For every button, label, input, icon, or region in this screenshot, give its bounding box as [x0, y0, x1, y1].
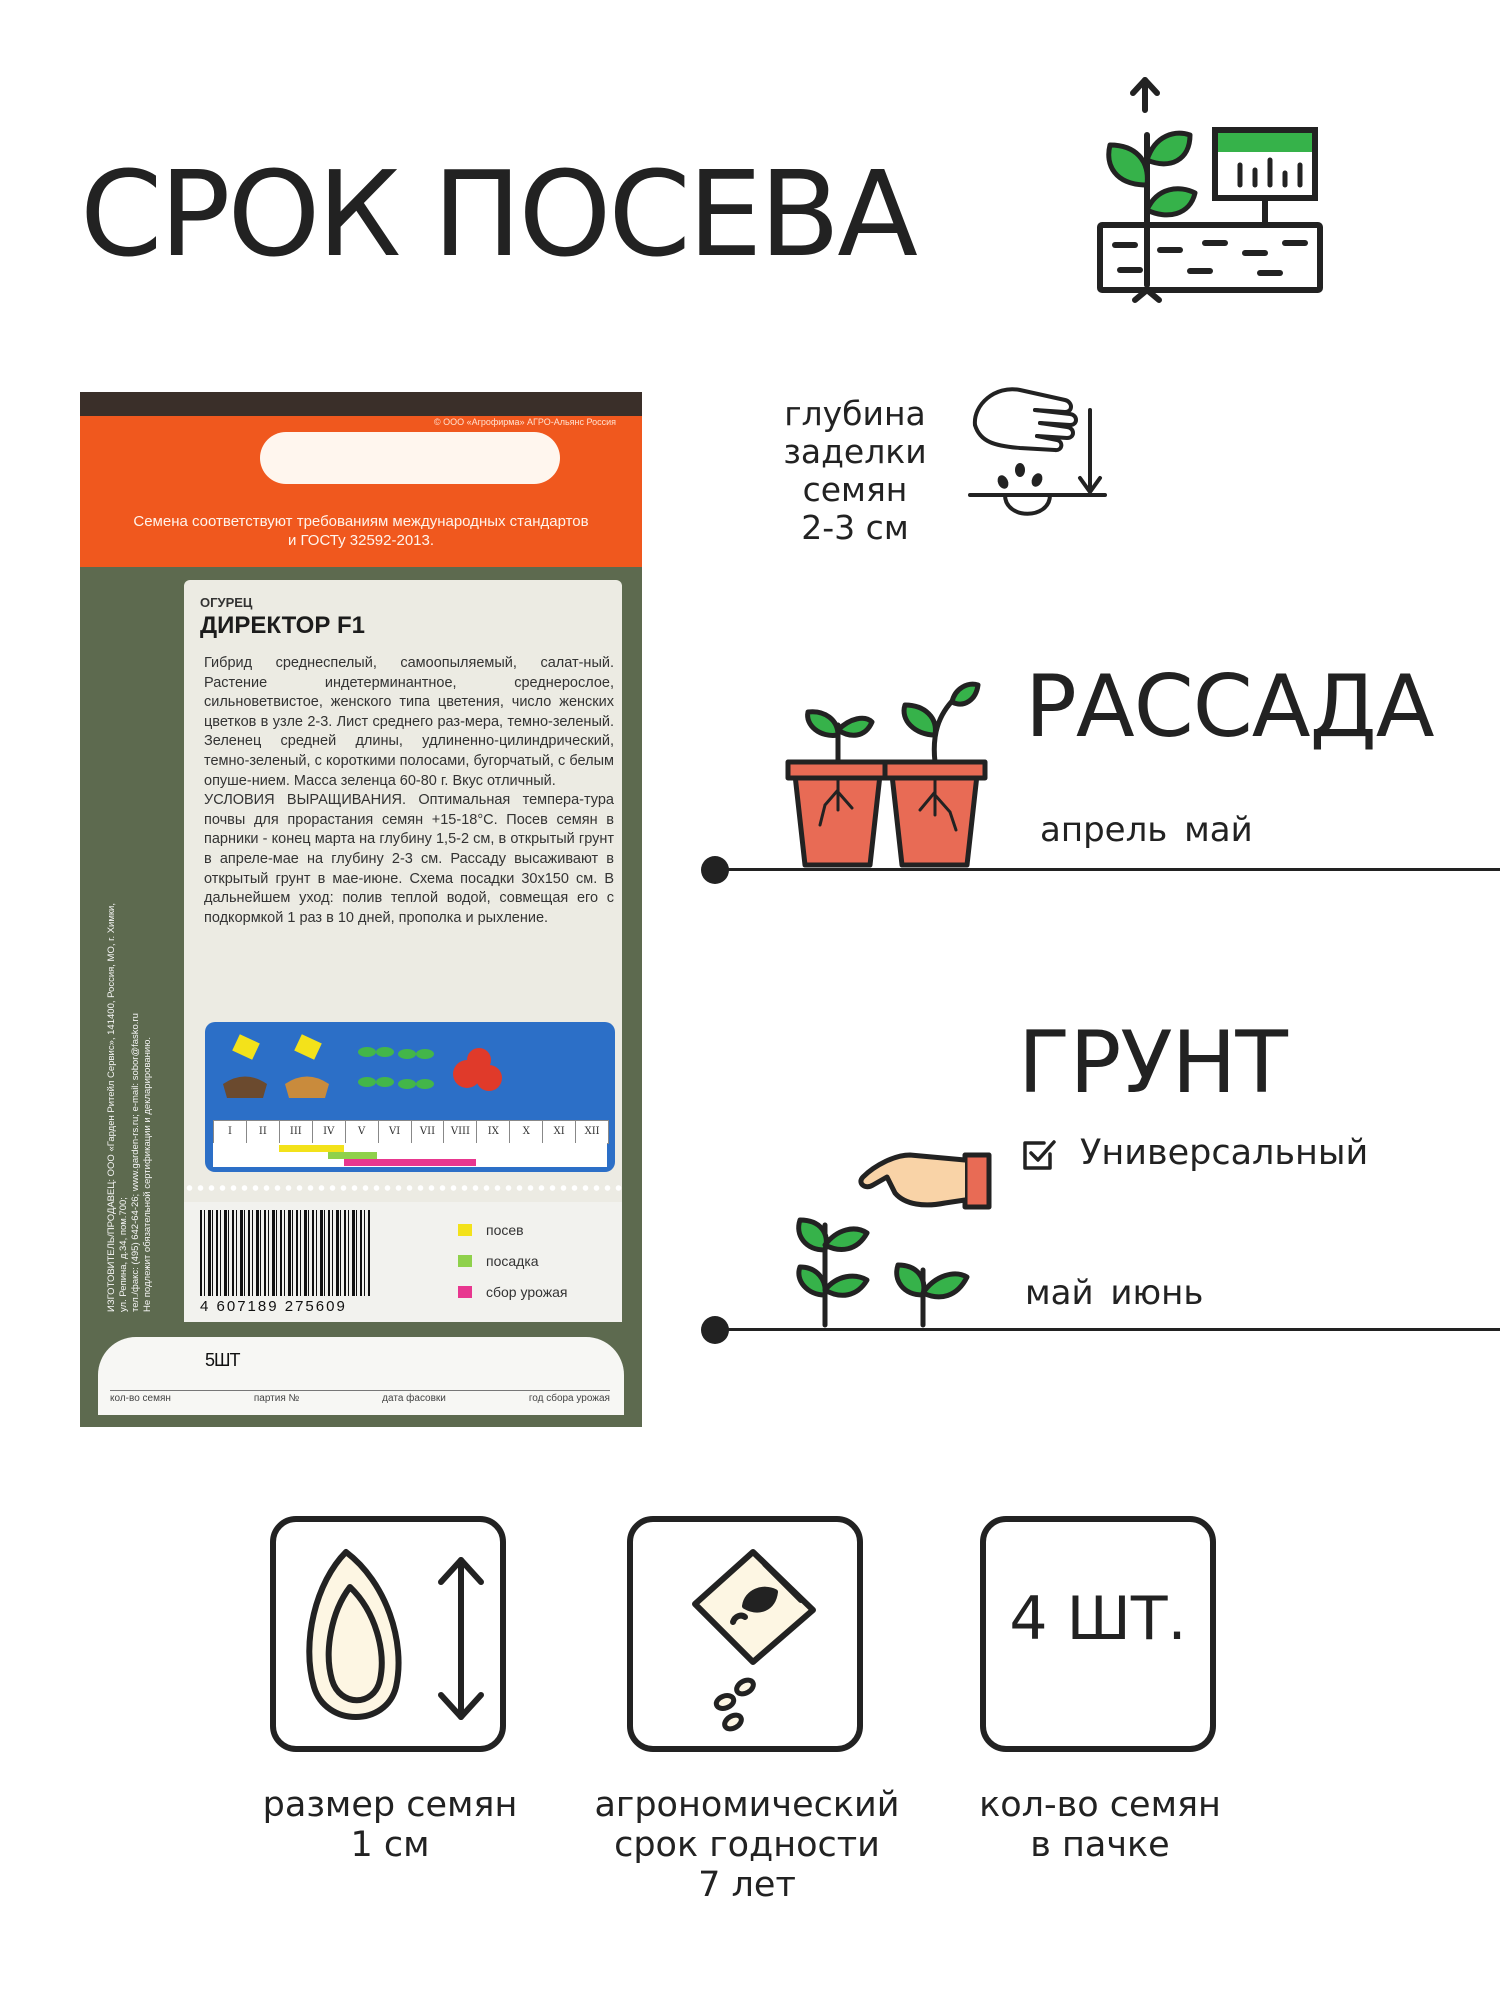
calendar-month-row [213, 1120, 609, 1144]
legend-swatch [458, 1224, 472, 1236]
seed-size-card [270, 1516, 506, 1752]
packet-hang-tab [260, 432, 560, 484]
ground-months: май июнь [1025, 1273, 1204, 1313]
seedlings-months: апрель май [1040, 810, 1253, 850]
calendar-bar [328, 1152, 377, 1159]
seed-count-value: 4 ШТ. [1009, 1584, 1187, 1654]
calendar-month-cell: VI [379, 1121, 412, 1143]
calendar-month-cell: X [510, 1121, 543, 1143]
calendar-legend-item [458, 1222, 524, 1238]
calendar-month-cell: IX [477, 1121, 510, 1143]
legend-label: посев [486, 1222, 524, 1238]
calendar-month-cell: VII [412, 1121, 445, 1143]
calendar-month-cell: IV [313, 1121, 346, 1143]
hand-planting-icon [795, 1125, 995, 1330]
packet-top-strip [80, 392, 642, 416]
seed-count-card [980, 1516, 1216, 1752]
footer-field: партия № [253, 1393, 300, 1404]
legend-swatch [458, 1286, 472, 1298]
packet-perforation [184, 1184, 622, 1192]
seedling-growth-monitor-icon [1095, 75, 1325, 305]
seedlings-timeline [712, 868, 1500, 871]
calendar-month-cell: III [280, 1121, 313, 1143]
packet-gost-text: Семена соответствуют требованиям международных стандартов и ГОСТу 32592-2013. [133, 513, 589, 549]
calendar-bar [279, 1145, 345, 1152]
calendar-bar [344, 1159, 475, 1166]
calendar-legend-item [458, 1284, 567, 1300]
ground-timeline [712, 1328, 1500, 1331]
footer-field: год сбора урожая [528, 1393, 610, 1404]
calendar-month-cell: V [346, 1121, 379, 1143]
packet-category: ОГУРЕЦ [200, 595, 253, 610]
legend-label: посадка [486, 1253, 539, 1269]
barcode [200, 1210, 370, 1296]
calendar-bars [213, 1143, 607, 1167]
packet-variety-name: ДИРЕКТОР F1 [200, 612, 366, 639]
page-title: СРОК ПОСЕВА [80, 145, 915, 283]
packet-description: Гибрид среднеспелый, самоопыляемый, салат-ный. Растение индетерминантное, среднерослое, сильноветвистое, женского типа цветения, число женских цветков в узле 2-3. Лист среднего раз-мера, темно-зеленый. Зеленец средней длины, удлиненно-цилиндрический, темно-зеленый, с короткими полосами, бугорчатый, с белым опуше-нием. Масса зеленца 60-80 г. Вкус отличный. УСЛОВИЯ ВЫРАЩИВАНИЯ. Оптимальная темпера-тура почвы для прорастания семян +15-18°С. Посев семян в парники - конец марта на глубину 1,5-2 см, в открытый грунт в апреле-мае на глубину 2-3 см. Рассаду высаживают в открытый грунт в мае-июне. Схема посадки 30x150 см. В дальнейшем уход: полив теплой водой, совмещая его с подкормкой 1 раз в 10 дней, прополка и рыхление. [204, 655, 614, 926]
footer-field: дата фасовки [382, 1393, 446, 1404]
ground-title: ГРУНТ [1018, 1013, 1287, 1113]
soil-type-label: Универсальный [1080, 1133, 1369, 1173]
calendar-month-cell: I [214, 1121, 247, 1143]
sowing-depth-label: глубина заделки семян 2-3 см [783, 394, 927, 547]
seed-size-caption: размер семян 1 см [262, 1785, 518, 1865]
calendar-month-cell: VIII [444, 1121, 477, 1143]
calendar-month-cell: II [247, 1121, 280, 1143]
sowing-calendar [205, 1022, 615, 1172]
packet-copyright: © ООО «Агрофирма» АГРО-Альянс Россия [433, 417, 616, 427]
footer-field: кол-во семян [110, 1393, 171, 1404]
legend-swatch [458, 1255, 472, 1267]
seedlings-title: РАССАДА [1025, 657, 1434, 757]
calendar-month-cell: XII [584, 1126, 600, 1137]
calendar-month-cell: XI [543, 1121, 576, 1143]
seed-packet-icon [633, 1522, 857, 1746]
packet-footer-fields [110, 1390, 610, 1404]
seedling-pots-icon [780, 680, 1000, 870]
packet-manufacturer-text: ИЗГОТОВИТЕЛЬ/ПРОДАВЕЦ: ООО «Гарден Ритейл Сервис», 141400, Россия, МО, г. Химки, ул. Репина, д.34, пом.700; тел./факс: (495) 642-64-26; www.garden-rs.ru; e-mail: sobor@fasko.ru Не подлежит обязательной сертификации и декларированию. [106, 902, 153, 1312]
legend-label: сбор урожая [486, 1284, 568, 1300]
seed-size-icon [276, 1522, 500, 1746]
packet-seed-count: 5ШТ [205, 1350, 240, 1370]
calendar-stage-icons [217, 1034, 517, 1104]
seed-packet-photo [80, 392, 642, 1427]
shelf-life-card [627, 1516, 863, 1752]
seed-count-caption: кол-во семян в пачке [979, 1785, 1221, 1865]
calendar-legend-item [458, 1253, 539, 1269]
checkbox-icon [1020, 1136, 1058, 1174]
hand-sowing-seeds-icon [965, 380, 1115, 545]
shelf-life-caption: агрономический срок годности 7 лет [594, 1785, 900, 1905]
barcode-number: 4 607189 275609 [200, 1298, 347, 1315]
